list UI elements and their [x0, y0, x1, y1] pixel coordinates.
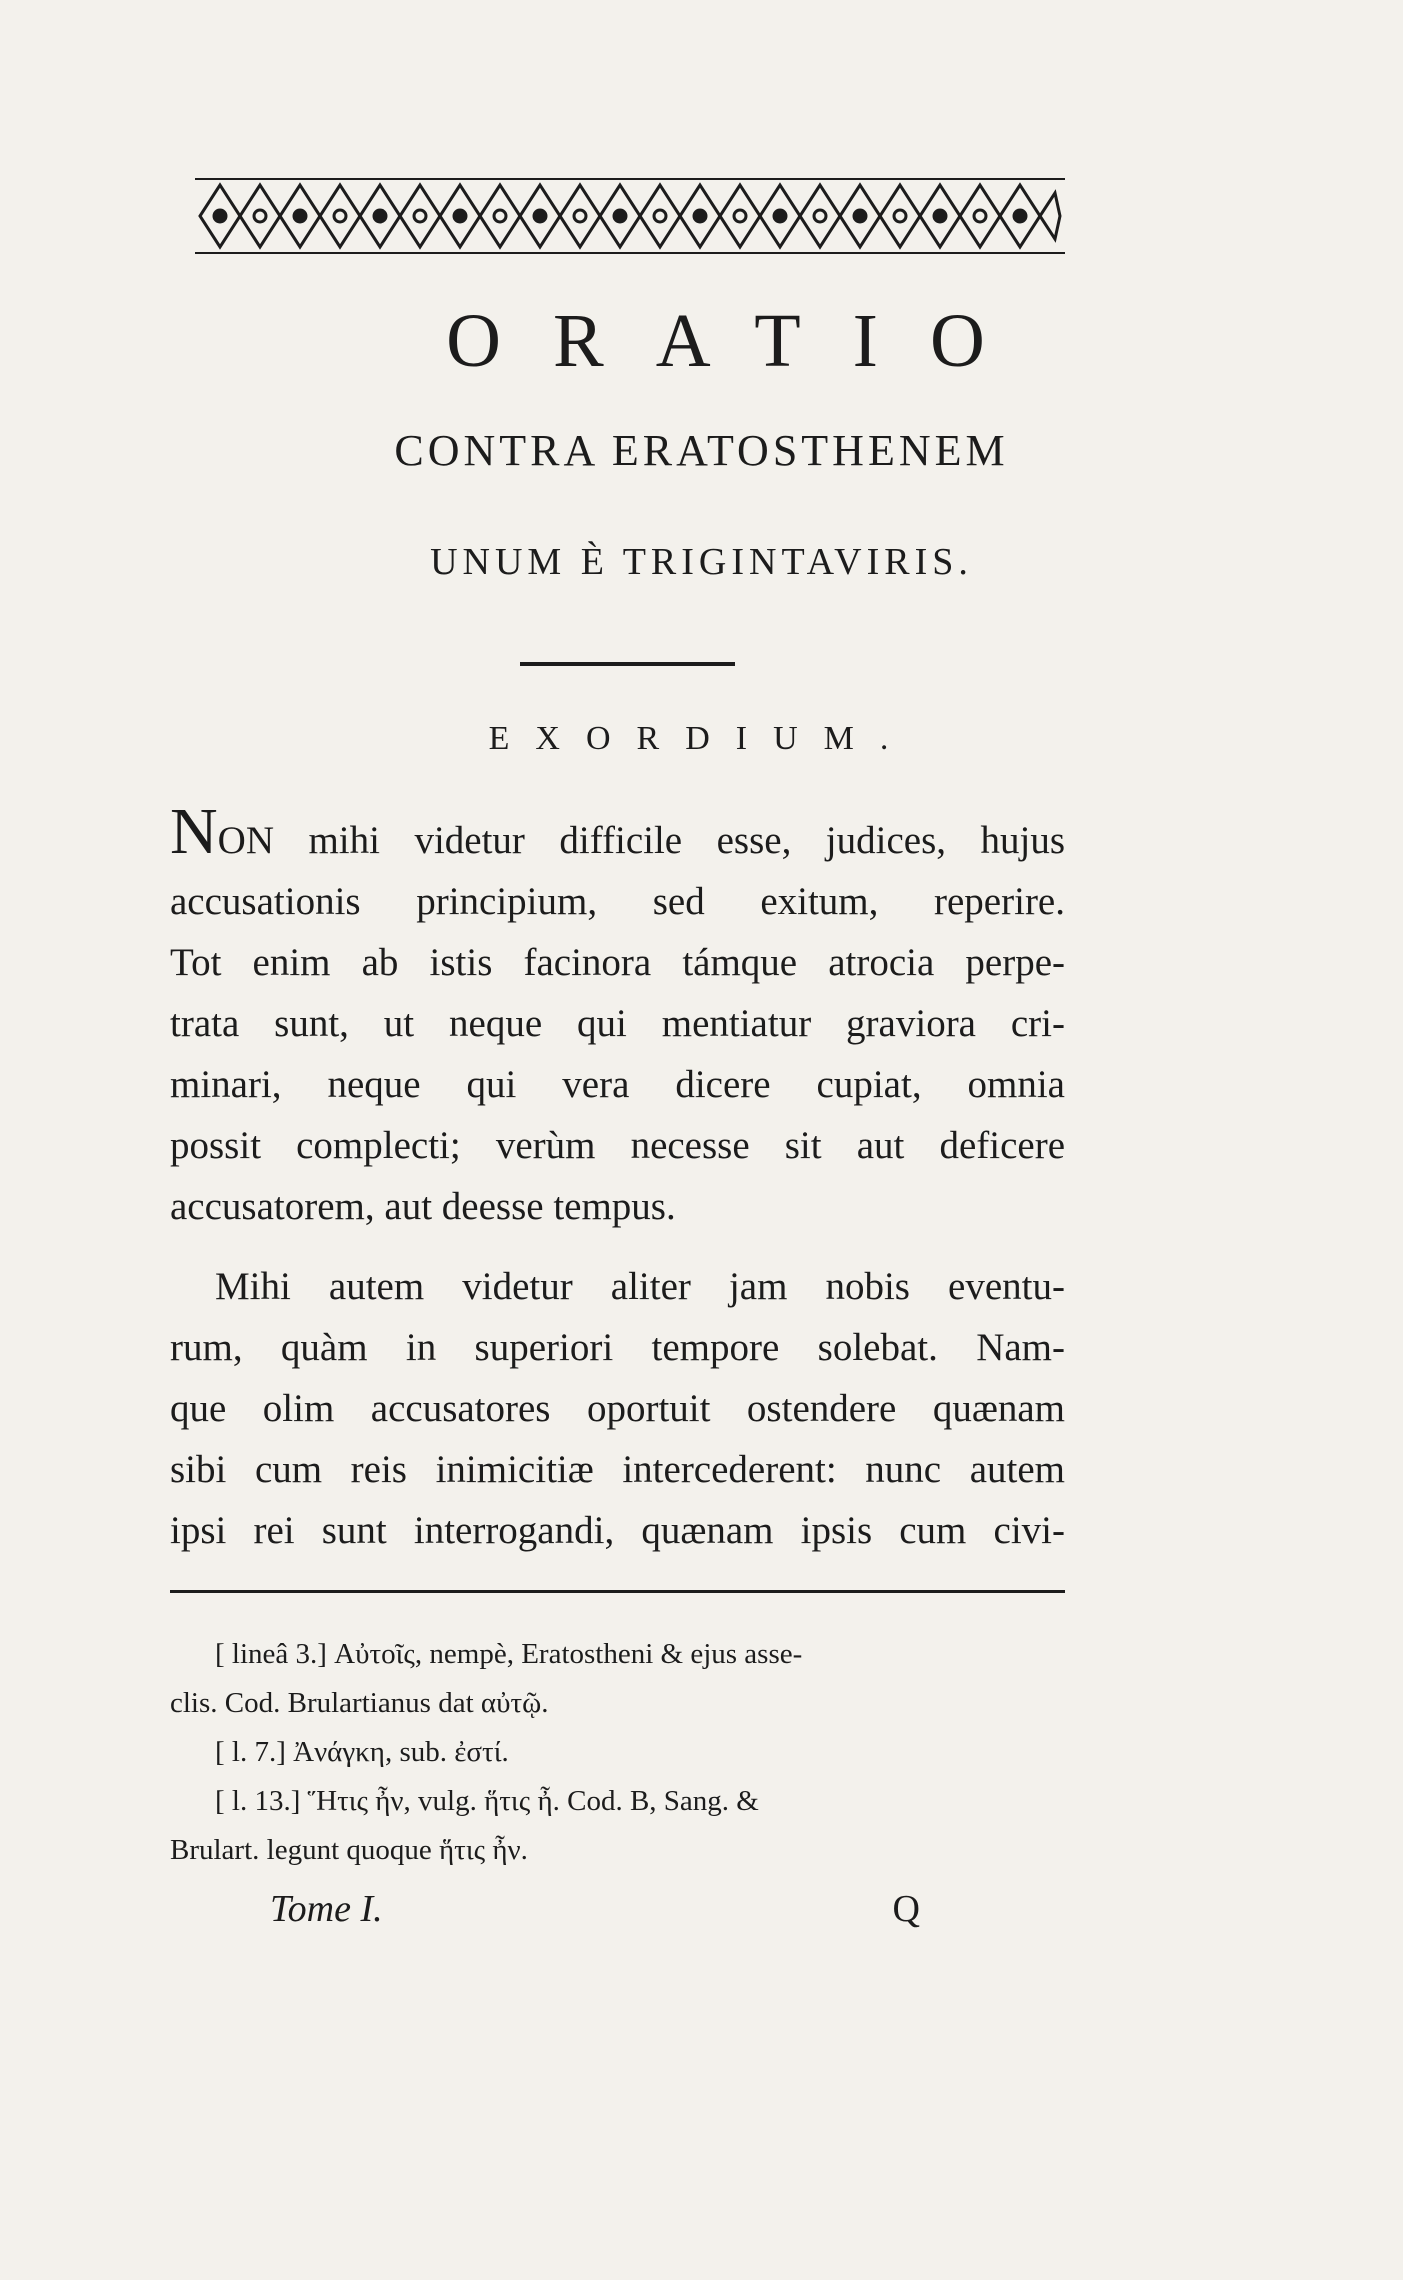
footnote-line: [ lineâ 3.] Αὐτοῖς, nempè, Eratostheni & ejus asse- — [215, 1638, 803, 1670]
text-line: rum, quàm in superiori tempore solebat. Nam- — [170, 1326, 1065, 1369]
text-line: trata sunt, ut neque qui mentiatur graviora cri- — [170, 1002, 1065, 1045]
footnotes — [170, 1630, 1065, 1875]
title-unum-e-trigintaviris: UNUM È TRIGINTAVIRIS. — [430, 541, 973, 583]
footnote-line: [ l. 7.] Ἀνάγκη, sub. ἐστί. — [215, 1736, 509, 1768]
text-line: accusatorem, aut deesse tempus. — [170, 1185, 676, 1228]
footnote-divider-rule — [170, 1590, 1065, 1593]
footnote-line: clis. Cod. Brulartianus dat αὐτῷ. — [170, 1687, 549, 1719]
text-line: possit complecti; verùm necesse sit aut deficere — [170, 1124, 1065, 1167]
text-line: minari, neque qui vera dicere cupiat, omnia — [170, 1063, 1065, 1106]
gathering-signature: Q — [892, 1888, 920, 1930]
paragraph-1 — [170, 795, 1065, 1237]
section-heading-exordium: EXORDIUM. — [488, 720, 915, 757]
text-line: sibi cum reis inimicitiæ intercederent: nunc autem — [170, 1448, 1065, 1491]
text-line: Mihi autem videtur aliter jam nobis eventu- — [215, 1265, 1065, 1308]
text-line: ipsi rei sunt interrogandi, quænam ipsis cum civi- — [170, 1509, 1065, 1552]
text-line: que olim accusatores oportuit ostendere quænam — [170, 1387, 1065, 1430]
volume-signature: Tome I. — [270, 1888, 383, 1930]
paragraph-1-first-line-text: ON mihi videtur difficile esse, judices, hujus — [217, 819, 1065, 862]
text-line: Tot enim ab istis facinora támque atrocia perpe- — [170, 941, 1065, 984]
paragraph-2 — [170, 1256, 1065, 1561]
paragraph-1-line-1 — [170, 795, 1065, 871]
short-divider-rule — [520, 662, 735, 666]
title-contra-eratosthenem: CONTRA ERATOSTHENEM — [394, 426, 1009, 475]
text-line: accusationis principium, sed exitum, reperire. — [170, 880, 1065, 923]
decorative-headpiece-ornament — [195, 175, 1065, 257]
footnote-line: [ l. 13.] Ἥτις ἦν, vulg. ἥτις ἦ. Cod. B, Sang. & — [215, 1785, 759, 1817]
drop-cap: N — [170, 795, 218, 868]
footnote-line: Brulart. legunt quoque ἥτις ἦν. — [170, 1834, 528, 1866]
title-oratio: ORATIO — [446, 299, 1037, 383]
